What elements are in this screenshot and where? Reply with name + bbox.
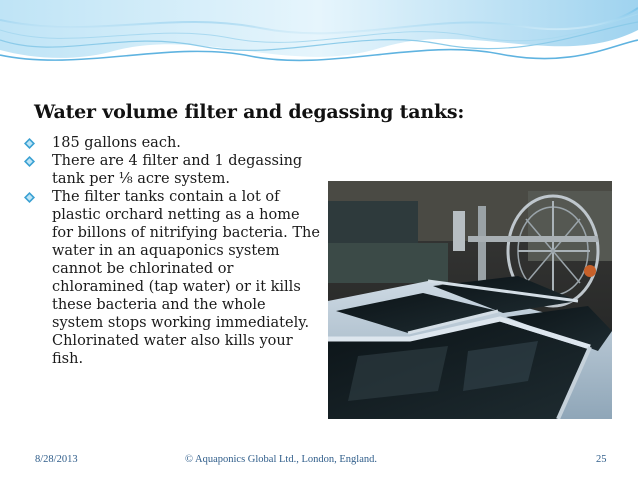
diamond-bullet-icon (24, 156, 35, 167)
footer-page-number: 25 (596, 454, 607, 465)
header-wave-decoration (0, 0, 638, 80)
bullet-list (16, 134, 320, 368)
bullet-item (16, 152, 314, 188)
bullet-text: The filter tanks contain a lot of plastic orchard netting as a home for billons of nitrifying bacteria. The water in an aquaponics system cannot be chlorinated or chloramined (tap water) or it kills these bacteria and the whole system stops working immediately. Chlorinated water also kills your fish. (52, 189, 320, 367)
filter-tanks-photo (328, 181, 612, 419)
bullet-text: There are 4 filter and 1 degassing tank per ⅛ acre system. (52, 153, 303, 187)
bullet-item (16, 188, 320, 368)
footer-date: 8/28/2013 (35, 454, 78, 465)
footer-copyright: © Aquaponics Global Ltd., London, England. (185, 454, 377, 465)
bullet-item (16, 134, 316, 152)
bullet-text: 185 gallons each. (52, 135, 181, 151)
diamond-bullet-icon (24, 138, 35, 149)
slide-title: Water volume filter and degassing tanks: (34, 101, 465, 123)
diamond-bullet-icon (24, 192, 35, 203)
